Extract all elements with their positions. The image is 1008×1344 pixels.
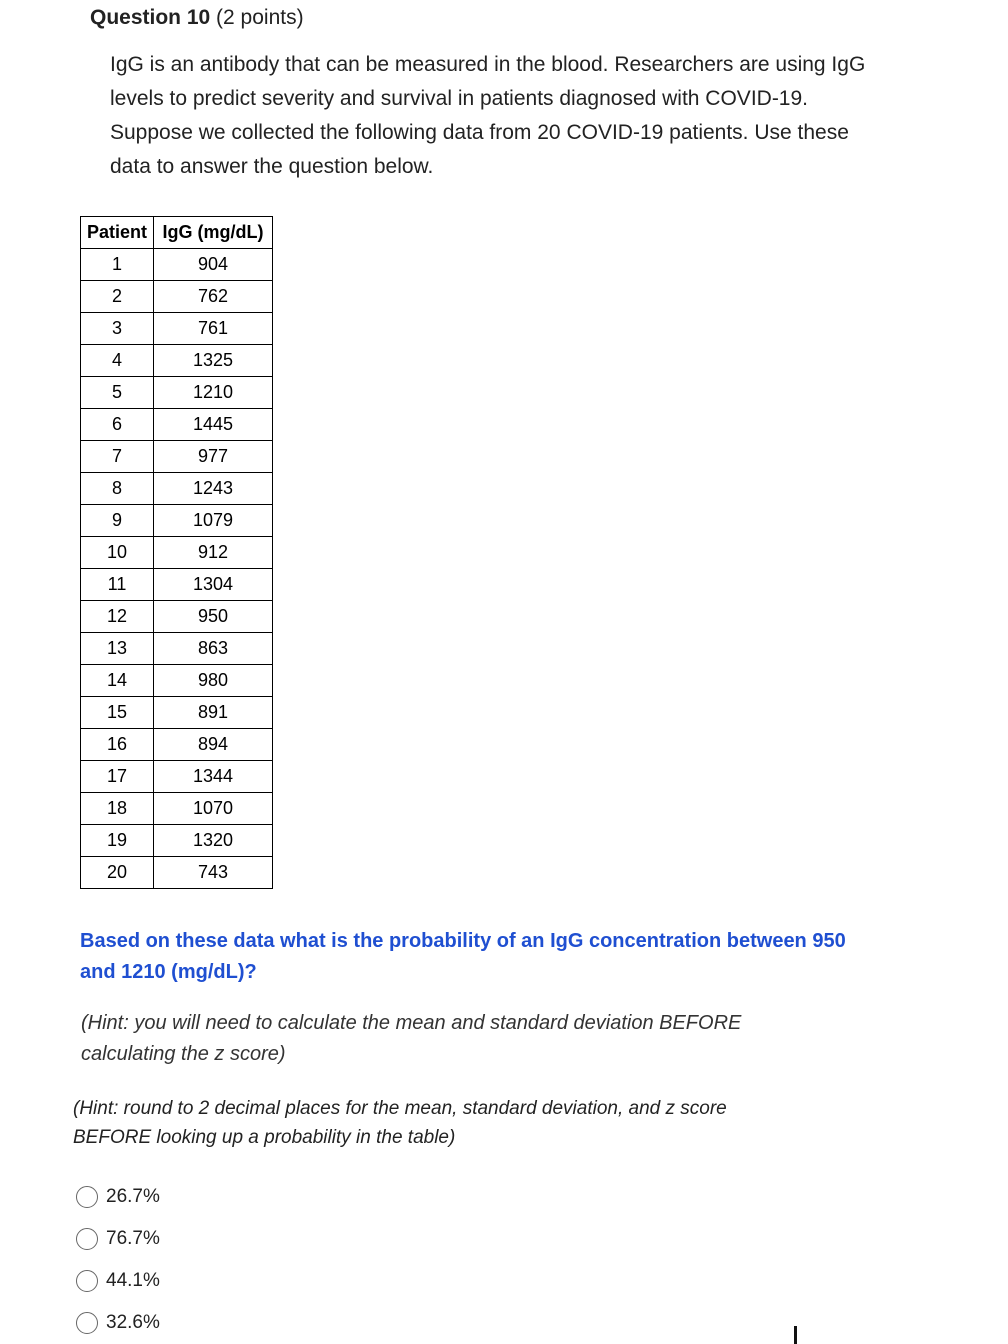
- patient-cell: 14: [81, 665, 154, 697]
- igg-cell: 863: [154, 633, 273, 665]
- patient-cell: 18: [81, 793, 154, 825]
- patient-cell: 12: [81, 601, 154, 633]
- option-label[interactable]: 76.7%: [106, 1228, 160, 1249]
- answer-options: [76, 1176, 160, 1344]
- table-row: [81, 697, 273, 729]
- table-header-row: [81, 217, 273, 249]
- hint-line: (Hint: round to 2 decimal places for the mean, standard deviation, and z score: [73, 1098, 727, 1119]
- patient-cell: 10: [81, 537, 154, 569]
- igg-cell: 891: [154, 697, 273, 729]
- intro-line: levels to predict severity and survival in patients diagnosed with COVID-19.: [110, 87, 809, 110]
- igg-cell: 1445: [154, 409, 273, 441]
- igg-cell: 1325: [154, 345, 273, 377]
- igg-cell: 1243: [154, 473, 273, 505]
- table-row: [81, 857, 273, 889]
- patient-cell: 7: [81, 441, 154, 473]
- table-row: [81, 249, 273, 281]
- igg-cell: 1070: [154, 793, 273, 825]
- table-row: [81, 665, 273, 697]
- answer-option-4[interactable]: [76, 1302, 160, 1344]
- patient-cell: 8: [81, 473, 154, 505]
- igg-cell: 1210: [154, 377, 273, 409]
- header-igg: IgG (mg/dL): [154, 217, 273, 249]
- igg-cell: 904: [154, 249, 273, 281]
- intro-line: IgG is an antibody that can be measured in the blood. Researchers are using IgG: [110, 53, 866, 76]
- patient-cell: 6: [81, 409, 154, 441]
- answer-option-3[interactable]: [76, 1260, 160, 1302]
- igg-cell: 1320: [154, 825, 273, 857]
- igg-cell: 980: [154, 665, 273, 697]
- table-row: [81, 345, 273, 377]
- answer-option-1[interactable]: [76, 1176, 160, 1218]
- hint-line: BEFORE looking up a probability in the table): [73, 1127, 456, 1148]
- patient-cell: 16: [81, 729, 154, 761]
- igg-cell: 894: [154, 729, 273, 761]
- radio-button[interactable]: [76, 1186, 98, 1208]
- table-row: [81, 409, 273, 441]
- table-row: [81, 537, 273, 569]
- igg-cell: 912: [154, 537, 273, 569]
- question-points: (2 points): [216, 6, 304, 29]
- question-intro: [110, 48, 970, 184]
- option-label[interactable]: 32.6%: [106, 1312, 160, 1333]
- table-row: [81, 761, 273, 793]
- patient-cell: 19: [81, 825, 154, 857]
- patient-cell: 3: [81, 313, 154, 345]
- igg-cell: 1079: [154, 505, 273, 537]
- igg-cell: 743: [154, 857, 273, 889]
- patient-cell: 17: [81, 761, 154, 793]
- hint-mean-sd: [81, 1008, 841, 1070]
- hint-rounding: [73, 1094, 833, 1152]
- option-label[interactable]: 26.7%: [106, 1186, 160, 1207]
- hint-line: (Hint: you will need to calculate the mean and standard deviation BEFORE: [81, 1012, 742, 1034]
- intro-line: data to answer the question below.: [110, 155, 434, 178]
- table-row: [81, 473, 273, 505]
- answer-option-2[interactable]: [76, 1218, 160, 1260]
- igg-cell: 761: [154, 313, 273, 345]
- table-row: [81, 601, 273, 633]
- table-row: [81, 793, 273, 825]
- table-row: [81, 569, 273, 601]
- option-label[interactable]: 44.1%: [106, 1270, 160, 1291]
- table-row: [81, 441, 273, 473]
- table-row: [81, 377, 273, 409]
- igg-cell: 950: [154, 601, 273, 633]
- table-row: [81, 281, 273, 313]
- igg-data-table: [80, 216, 273, 889]
- table-row: [81, 729, 273, 761]
- patient-cell: 15: [81, 697, 154, 729]
- table-row: [81, 313, 273, 345]
- patient-cell: 9: [81, 505, 154, 537]
- text-cursor-icon: [794, 1326, 797, 1344]
- prompt-line: Based on these data what is the probability of an IgG concentration between 950: [80, 930, 846, 952]
- igg-cell: 762: [154, 281, 273, 313]
- patient-cell: 4: [81, 345, 154, 377]
- igg-cell: 977: [154, 441, 273, 473]
- intro-line: Suppose we collected the following data from 20 COVID-19 patients. Use these: [110, 121, 849, 144]
- table-row: [81, 825, 273, 857]
- patient-cell: 11: [81, 569, 154, 601]
- question-prompt: [80, 926, 880, 988]
- hint-line: calculating the z score): [81, 1043, 286, 1065]
- question-header: [90, 4, 304, 32]
- igg-cell: 1304: [154, 569, 273, 601]
- table-row: [81, 633, 273, 665]
- patient-cell: 1: [81, 249, 154, 281]
- radio-button[interactable]: [76, 1270, 98, 1292]
- patient-cell: 2: [81, 281, 154, 313]
- patient-cell: 5: [81, 377, 154, 409]
- header-patient: Patient: [81, 217, 154, 249]
- igg-cell: 1344: [154, 761, 273, 793]
- patient-cell: 20: [81, 857, 154, 889]
- question-title: Question 10: [90, 6, 211, 29]
- radio-button[interactable]: [76, 1312, 98, 1334]
- table-row: [81, 505, 273, 537]
- patient-cell: 13: [81, 633, 154, 665]
- radio-button[interactable]: [76, 1228, 98, 1250]
- prompt-line: and 1210 (mg/dL)?: [80, 961, 257, 983]
